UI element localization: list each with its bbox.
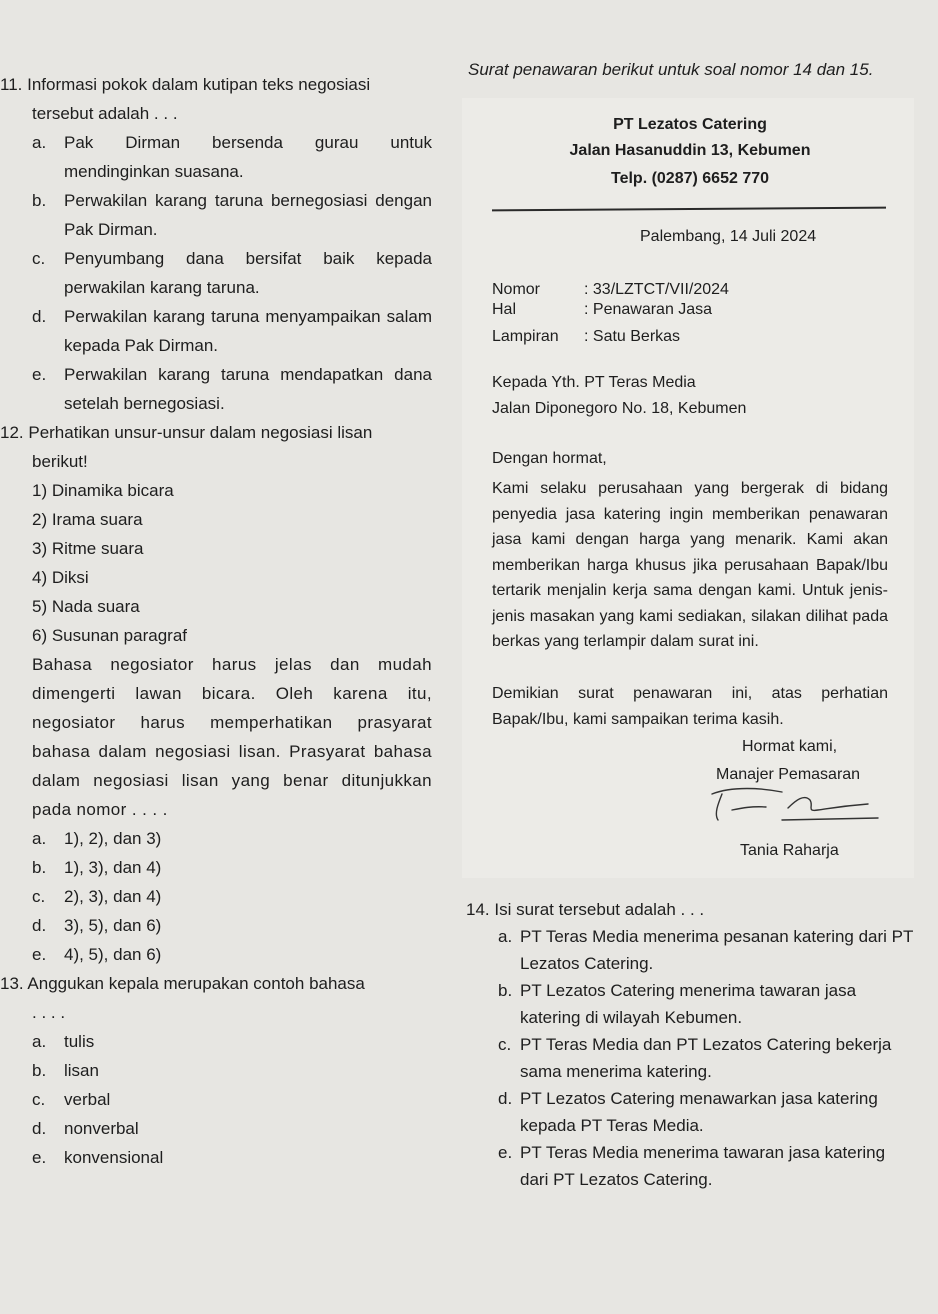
question-12-paragraph: Bahasa negosiator harus jelas dan mudah dimengerti lawan bicara. Oleh karena itu, negosiator harus memperhatikan prasyarat bahasa dalam negosiasi lisan. Prasyarat bahasa dalam negosiasi lisan yang benar ditunjukkan pada nomor . . . .	[32, 655, 432, 819]
question-14-stem: 14. Isi surat tersebut adalah . . .	[466, 900, 705, 919]
question-11-option-d[interactable]: d. Perwakilan karang taruna menyampaikan salam kepada Pak Dirman.	[32, 307, 432, 355]
question-13-stem-line1: 13. Anggukan kepala merupakan contoh bahasa	[0, 974, 365, 993]
left-column	[0, 70, 440, 1172]
question-12-item-4: 4) Diksi	[32, 568, 89, 587]
question-14-option-a[interactable]: a. PT Teras Media menerima pesanan katering dari PT Lezatos Catering.	[498, 927, 914, 973]
letter-intro: Surat penawaran berikut untuk soal nomor 14 dan 15.	[468, 60, 874, 79]
question-13-stem-line2: . . . .	[32, 1003, 66, 1022]
question-13-option-e[interactable]: e. konvensional	[32, 1148, 164, 1167]
letter-signer-name: Tania Raharja	[740, 842, 839, 859]
letter-position: Manajer Pemasaran	[716, 766, 861, 783]
letter-company-address: Jalan Hasanuddin 13, Kebumen	[569, 142, 811, 159]
question-14-option-c[interactable]: c. PT Teras Media dan PT Lezatos Catering bekerja sama menerima katering.	[498, 1035, 892, 1081]
letter-greeting: Dengan hormat,	[492, 450, 607, 467]
question-14	[466, 896, 918, 1193]
question-13-option-d[interactable]: d. nonverbal	[32, 1119, 139, 1138]
question-11-option-e[interactable]: e. Perwakilan karang taruna mendapatkan dana setelah bernegosiasi.	[32, 365, 432, 413]
question-12-item-2: 2) Irama suara	[32, 510, 143, 529]
question-12-option-d[interactable]: d. 3), 5), dan 6)	[32, 916, 162, 935]
question-11-stem-line1: 11. Informasi pokok dalam kutipan teks negosiasi	[0, 75, 371, 94]
question-14-option-d[interactable]: d. PT Lezatos Catering menawarkan jasa katering kepada PT Teras Media.	[498, 1089, 878, 1135]
letter-company-phone: Telp. (0287) 6652 770	[610, 170, 770, 187]
question-11-option-a[interactable]: a. Pak Dirman bersenda gurau untuk mendinginkan suasana.	[32, 133, 432, 181]
question-13	[0, 969, 440, 1172]
question-12-stem-line1: 12. Perhatikan unsur-unsur dalam negosiasi lisan	[0, 423, 373, 442]
letter-place-date: Palembang, 14 Juli 2024	[640, 228, 817, 245]
question-12-option-b[interactable]: b. 1), 3), dan 4)	[32, 858, 162, 877]
question-12-item-5: 5) Nada suara	[32, 597, 140, 616]
letter-meta-nomor: Nomor : 33/LZTCT/VII/2024	[492, 281, 729, 298]
question-13-option-c[interactable]: c. verbal	[32, 1090, 111, 1109]
question-13-option-b[interactable]: b. lisan	[32, 1061, 99, 1080]
question-14-option-e[interactable]: e. PT Teras Media menerima tawaran jasa katering dari PT Lezatos Catering.	[498, 1143, 886, 1189]
question-12-option-e[interactable]: e. 4), 5), dan 6)	[32, 945, 162, 964]
signature-image	[692, 780, 892, 830]
question-13-option-a[interactable]: a. tulis	[32, 1032, 95, 1051]
question-14-option-b[interactable]: b. PT Lezatos Catering menerima tawaran jasa katering di wilayah Kebumen.	[498, 981, 857, 1027]
question-12-option-c[interactable]: c. 2), 3), dan 4)	[32, 887, 162, 906]
letter-recipient-line1: Kepada Yth. PT Teras Media	[492, 374, 696, 391]
letter-body-paragraph-1: Kami selaku perusahaan yang bergerak di bidang penyedia jasa katering ingin memberikan penawaran jasa kami dengan harga yang menarik. Kami akan memberikan harga khusus jika perusahaan Bapak/Ibu tertarik menjalin kerja sama dengan kami. Untuk jenis-jenis masakan yang kami sediakan, silakan dilihat pada berkas yang terlampir dalam surat ini.	[492, 480, 888, 650]
question-12-option-a[interactable]: a. 1), 2), dan 3)	[32, 829, 162, 848]
question-12-item-6: 6) Susunan paragraf	[32, 626, 187, 645]
letter-closing: Hormat kami,	[742, 738, 838, 755]
letter-company-name: PT Lezatos Catering	[613, 116, 767, 133]
question-12	[0, 418, 440, 969]
question-11	[0, 70, 440, 418]
question-12-item-3: 3) Ritme suara	[32, 539, 144, 558]
letter-meta-hal: Hal : Penawaran Jasa	[492, 301, 713, 318]
letter-body-paragraph-2: Demikian surat penawaran ini, atas perhatian Bapak/Ibu, kami sampaikan terima kasih.	[492, 685, 888, 728]
question-11-stem-line2: tersebut adalah . . .	[32, 104, 178, 123]
question-12-stem-line2: berikut!	[32, 452, 88, 471]
question-11-option-c[interactable]: c. Penyumbang dana bersifat baik kepada perwakilan karang taruna.	[32, 249, 432, 297]
letter-meta-lampiran: Lampiran : Satu Berkas	[492, 328, 681, 345]
letter-recipient-line2: Jalan Diponegoro No. 18, Kebumen	[492, 400, 747, 417]
question-12-item-1: 1) Dinamika bicara	[32, 481, 174, 500]
question-11-option-b[interactable]: b. Perwakilan karang taruna bernegosiasi dengan Pak Dirman.	[32, 191, 432, 239]
